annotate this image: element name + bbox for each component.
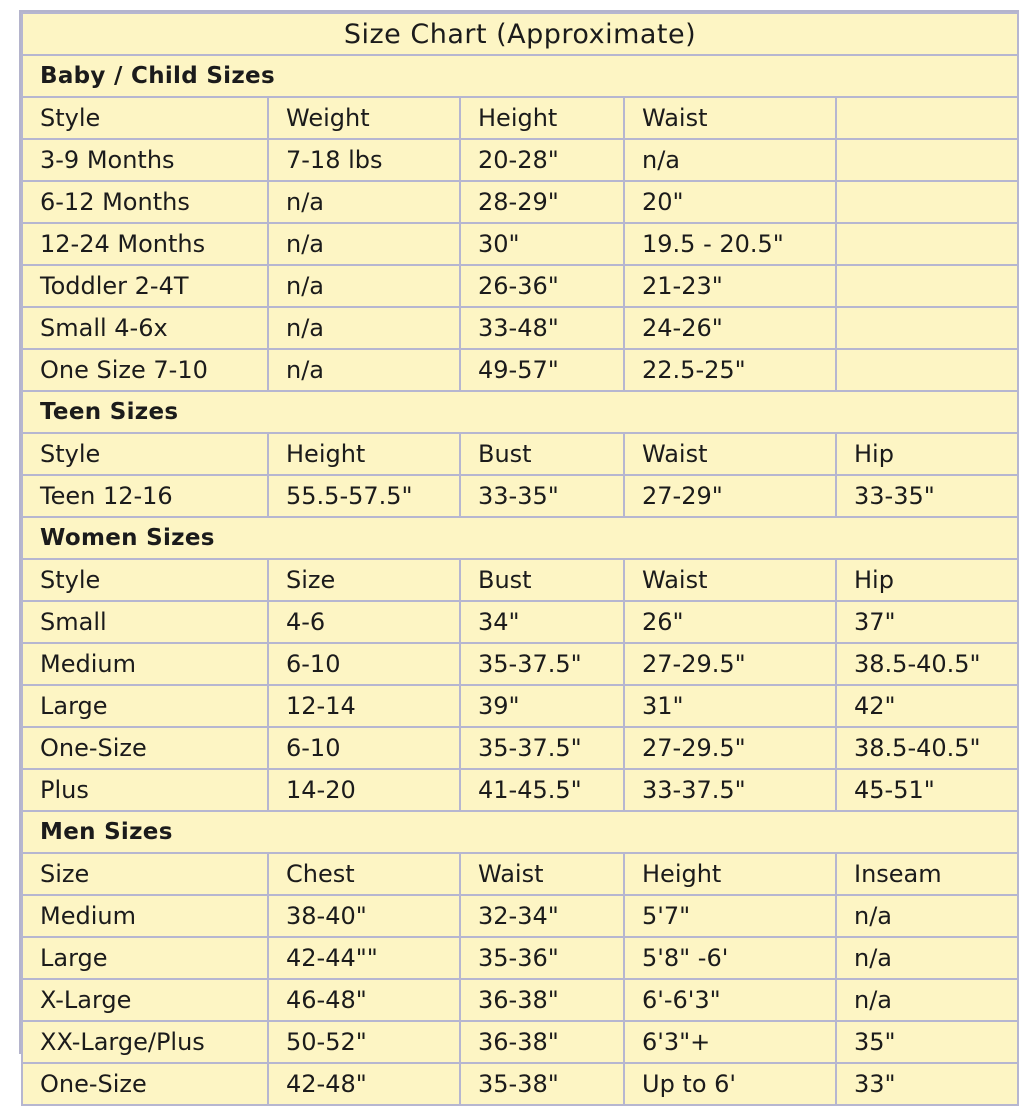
table-cell: 55.5-57.5" <box>268 475 460 517</box>
column-header-row <box>22 433 1018 475</box>
table-cell: 3-9 Months <box>22 139 268 181</box>
table-cell: 24-26" <box>624 307 836 349</box>
table-cell: 22.5-25" <box>624 349 836 391</box>
column-header: Waist <box>624 433 836 475</box>
size-chart <box>19 10 1019 1098</box>
table-row <box>22 685 1018 727</box>
table-cell: 26" <box>624 601 836 643</box>
section-heading-baby-child-sizes: Baby / Child Sizes <box>22 55 1018 97</box>
table-cell: 33-37.5" <box>624 769 836 811</box>
table-cell: Large <box>22 685 268 727</box>
table-cell <box>836 265 1018 307</box>
table-cell: 20" <box>624 181 836 223</box>
section-heading-men-sizes: Men Sizes <box>22 811 1018 853</box>
table-cell: 28-29" <box>460 181 624 223</box>
table-cell: Up to 6' <box>624 1063 836 1105</box>
title-row <box>22 13 1018 55</box>
table-cell: n/a <box>268 181 460 223</box>
table-cell: 35" <box>836 1021 1018 1063</box>
table-cell: 4-6 <box>268 601 460 643</box>
table-cell: 26-36" <box>460 265 624 307</box>
table-cell: 35-37.5" <box>460 727 624 769</box>
table-cell: Medium <box>22 643 268 685</box>
table-row <box>22 937 1018 979</box>
table-cell <box>836 139 1018 181</box>
section-heading-row <box>22 517 1018 559</box>
table-cell: 46-48" <box>268 979 460 1021</box>
column-header: Height <box>624 853 836 895</box>
table-cell: 6'3"+ <box>624 1021 836 1063</box>
table-cell: 37" <box>836 601 1018 643</box>
table-cell: 34" <box>460 601 624 643</box>
table-cell: 5'7" <box>624 895 836 937</box>
table-row <box>22 223 1018 265</box>
table-row <box>22 643 1018 685</box>
table-cell: One-Size <box>22 1063 268 1105</box>
table-cell: 33-48" <box>460 307 624 349</box>
table-cell: Teen 12-16 <box>22 475 268 517</box>
column-header: Chest <box>268 853 460 895</box>
table-row <box>22 475 1018 517</box>
table-cell: 35-37.5" <box>460 643 624 685</box>
table-cell: 38.5-40.5" <box>836 643 1018 685</box>
table-cell: 41-45.5" <box>460 769 624 811</box>
table-cell: 6-10 <box>268 727 460 769</box>
table-cell: 27-29.5" <box>624 727 836 769</box>
table-cell: n/a <box>268 307 460 349</box>
table-cell: 49-57" <box>460 349 624 391</box>
table-cell: 32-34" <box>460 895 624 937</box>
table-row <box>22 349 1018 391</box>
table-cell: 19.5 - 20.5" <box>624 223 836 265</box>
column-header: Size <box>22 853 268 895</box>
section-heading-row <box>22 391 1018 433</box>
table-cell: n/a <box>268 265 460 307</box>
table-cell: 35-38" <box>460 1063 624 1105</box>
table-row <box>22 601 1018 643</box>
column-header <box>836 97 1018 139</box>
table-cell: 42" <box>836 685 1018 727</box>
column-header: Waist <box>624 97 836 139</box>
table-cell: 31" <box>624 685 836 727</box>
table-cell: 45-51" <box>836 769 1018 811</box>
section-heading-women-sizes: Women Sizes <box>22 517 1018 559</box>
column-header: Height <box>268 433 460 475</box>
table-row <box>22 1063 1018 1105</box>
table-row <box>22 1021 1018 1063</box>
column-header-row <box>22 853 1018 895</box>
table-cell: 27-29" <box>624 475 836 517</box>
column-header: Waist <box>460 853 624 895</box>
size-chart-body <box>22 13 1018 1105</box>
column-header-row <box>22 97 1018 139</box>
size-chart-table <box>21 12 1019 1106</box>
table-cell: XX-Large/Plus <box>22 1021 268 1063</box>
table-cell: 27-29.5" <box>624 643 836 685</box>
table-row <box>22 979 1018 1021</box>
table-cell: n/a <box>268 223 460 265</box>
column-header: Bust <box>460 559 624 601</box>
table-cell: One Size 7-10 <box>22 349 268 391</box>
table-cell: Medium <box>22 895 268 937</box>
table-cell <box>836 223 1018 265</box>
column-header-row <box>22 559 1018 601</box>
table-row <box>22 727 1018 769</box>
column-header: Hip <box>836 433 1018 475</box>
section-heading-row <box>22 55 1018 97</box>
table-cell: 6-10 <box>268 643 460 685</box>
table-cell: 5'8" -6' <box>624 937 836 979</box>
table-cell: Plus <box>22 769 268 811</box>
table-row <box>22 139 1018 181</box>
table-cell: 33" <box>836 1063 1018 1105</box>
column-header: Bust <box>460 433 624 475</box>
table-cell: Large <box>22 937 268 979</box>
table-cell: 12-24 Months <box>22 223 268 265</box>
table-cell: 7-18 lbs <box>268 139 460 181</box>
table-cell: 38-40" <box>268 895 460 937</box>
column-header: Size <box>268 559 460 601</box>
column-header: Inseam <box>836 853 1018 895</box>
column-header: Style <box>22 97 268 139</box>
table-row <box>22 265 1018 307</box>
column-header: Waist <box>624 559 836 601</box>
table-cell: 42-44"" <box>268 937 460 979</box>
column-header: Height <box>460 97 624 139</box>
table-cell: 33-35" <box>836 475 1018 517</box>
table-cell: 42-48" <box>268 1063 460 1105</box>
table-cell: n/a <box>624 139 836 181</box>
table-cell: n/a <box>836 979 1018 1021</box>
table-cell: n/a <box>268 349 460 391</box>
table-cell: 6-12 Months <box>22 181 268 223</box>
section-heading-row <box>22 811 1018 853</box>
table-row <box>22 307 1018 349</box>
table-cell: 38.5-40.5" <box>836 727 1018 769</box>
table-cell: 6'-6'3" <box>624 979 836 1021</box>
table-cell: 35-36" <box>460 937 624 979</box>
chart-title: Size Chart (Approximate) <box>22 13 1018 55</box>
column-header: Hip <box>836 559 1018 601</box>
table-cell: 36-38" <box>460 979 624 1021</box>
column-header: Weight <box>268 97 460 139</box>
table-cell <box>836 349 1018 391</box>
table-row <box>22 769 1018 811</box>
table-cell: 50-52" <box>268 1021 460 1063</box>
table-cell: One-Size <box>22 727 268 769</box>
table-cell: 36-38" <box>460 1021 624 1063</box>
table-cell: Small 4-6x <box>22 307 268 349</box>
table-cell: Small <box>22 601 268 643</box>
table-cell: 39" <box>460 685 624 727</box>
table-cell <box>836 181 1018 223</box>
table-cell: n/a <box>836 937 1018 979</box>
table-cell: 14-20 <box>268 769 460 811</box>
table-cell: 20-28" <box>460 139 624 181</box>
table-cell <box>836 307 1018 349</box>
table-row <box>22 895 1018 937</box>
table-cell: 33-35" <box>460 475 624 517</box>
table-cell: 21-23" <box>624 265 836 307</box>
table-cell: 30" <box>460 223 624 265</box>
table-row <box>22 181 1018 223</box>
table-cell: Toddler 2-4T <box>22 265 268 307</box>
column-header: Style <box>22 433 268 475</box>
table-cell: 12-14 <box>268 685 460 727</box>
table-cell: X-Large <box>22 979 268 1021</box>
table-cell: n/a <box>836 895 1018 937</box>
section-heading-teen-sizes: Teen Sizes <box>22 391 1018 433</box>
column-header: Style <box>22 559 268 601</box>
